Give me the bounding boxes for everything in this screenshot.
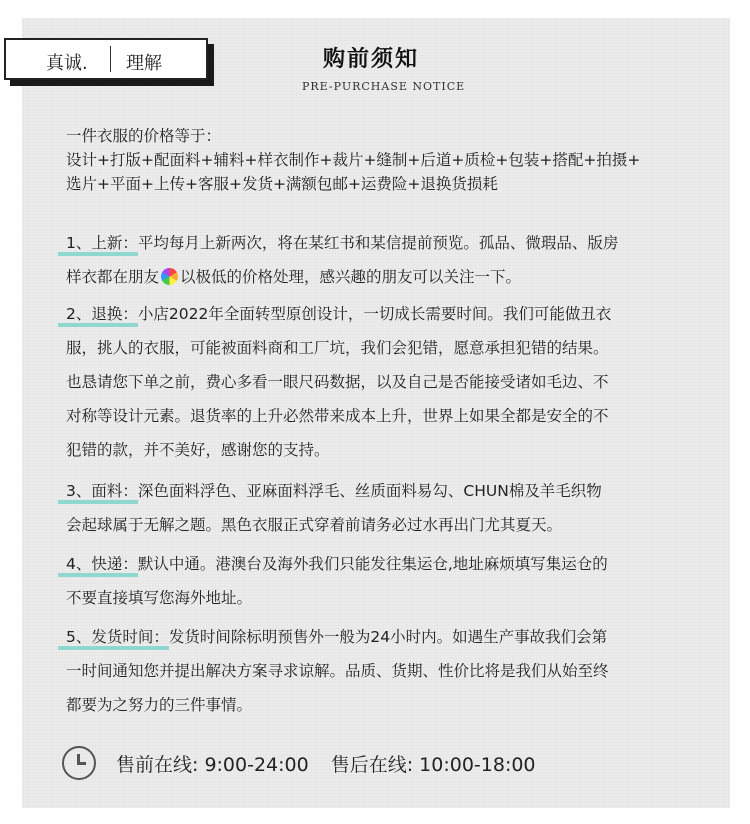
aftersale-hours: 售后在线: 10:00-18:00 bbox=[330, 753, 536, 776]
section-heading: 5、发货时间： bbox=[66, 628, 169, 646]
section-text: 深色面料浮色、亚麻面料浮毛、丝质面料易勾、CHUN棉及羊毛织物 bbox=[137, 482, 602, 500]
tag-divider bbox=[110, 46, 111, 72]
page-title: 购前须知 bbox=[323, 47, 420, 72]
section-text: 以极低的价格处理，感兴趣的朋友可以关注一下。 bbox=[180, 268, 522, 286]
section-delivery bbox=[66, 547, 706, 615]
tag-box bbox=[4, 38, 208, 80]
tag-left: 真诚. bbox=[46, 53, 88, 74]
section-text: 不要直接填写您海外地址。 bbox=[66, 589, 253, 607]
section-text: 一时间通知您并提出解决方案寻求谅解。品质、货期、性价比将是我们从始至终 bbox=[66, 662, 609, 680]
intro-line: 一件衣服的价格等于： bbox=[66, 127, 222, 145]
price-intro bbox=[66, 124, 706, 196]
section-text: 服，挑人的衣服，可能被面料商和工厂坑，我们会犯错，愿意承担犯错的结果。 bbox=[66, 339, 609, 357]
section-shipping-time bbox=[66, 620, 706, 722]
page-subtitle: PRE-PURCHASE NOTICE bbox=[302, 80, 466, 93]
section-text: 会起球属于无解之题。黑色衣服正式穿着前请务必过水再出门尤其夏天。 bbox=[66, 516, 563, 534]
intro-line: 设计+打版+配面料+辅料+样衣制作+裁片+缝制+后道+质检+包装+搭配+拍摄+ bbox=[66, 151, 641, 169]
section-text: 发货时间除标明预售外一般为24小时内。如遇生产事故我们会第 bbox=[168, 628, 608, 646]
tag-right: 理解 bbox=[126, 53, 162, 74]
presale-hours: 售前在线: 9:00-24:00 bbox=[116, 753, 309, 776]
service-hours bbox=[62, 746, 536, 780]
section-heading: 4、快递： bbox=[66, 555, 138, 573]
section-new-arrivals bbox=[66, 226, 706, 294]
section-heading: 2、退换： bbox=[66, 305, 138, 323]
pinwheel-icon bbox=[161, 268, 178, 285]
clock-icon bbox=[62, 746, 96, 780]
section-text: 也恳请您下单之前，费心多看一眼尺码数据，以及自己是否能接受诸如毛边、不 bbox=[66, 373, 609, 391]
section-text: 样衣都在朋友 bbox=[66, 268, 160, 286]
section-returns bbox=[66, 297, 706, 467]
intro-line: 选片+平面+上传+客服+发货+满额包邮+运费险+退换货损耗 bbox=[66, 175, 498, 193]
section-text: 小店2022年全面转型原创设计，一切成长需要时间。我们可能做丑衣 bbox=[137, 305, 612, 323]
section-heading: 1、上新： bbox=[66, 234, 138, 252]
section-text: 对称等设计元素。退货率的上升必然带来成本上升，世界上如果全都是安全的不 bbox=[66, 407, 609, 425]
section-text: 犯错的款，并不美好，感谢您的支持。 bbox=[66, 441, 330, 459]
section-fabric bbox=[66, 474, 706, 542]
section-text: 默认中通。港澳台及海外我们只能发往集运仓,地址麻烦填写集运仓的 bbox=[137, 555, 608, 573]
section-text: 都要为之努力的三件事情。 bbox=[66, 696, 253, 714]
section-text: 平均每月上新两次，将在某红书和某信提前预览。孤品、微瑕品、版房 bbox=[137, 234, 619, 252]
section-heading: 3、面料： bbox=[66, 482, 138, 500]
